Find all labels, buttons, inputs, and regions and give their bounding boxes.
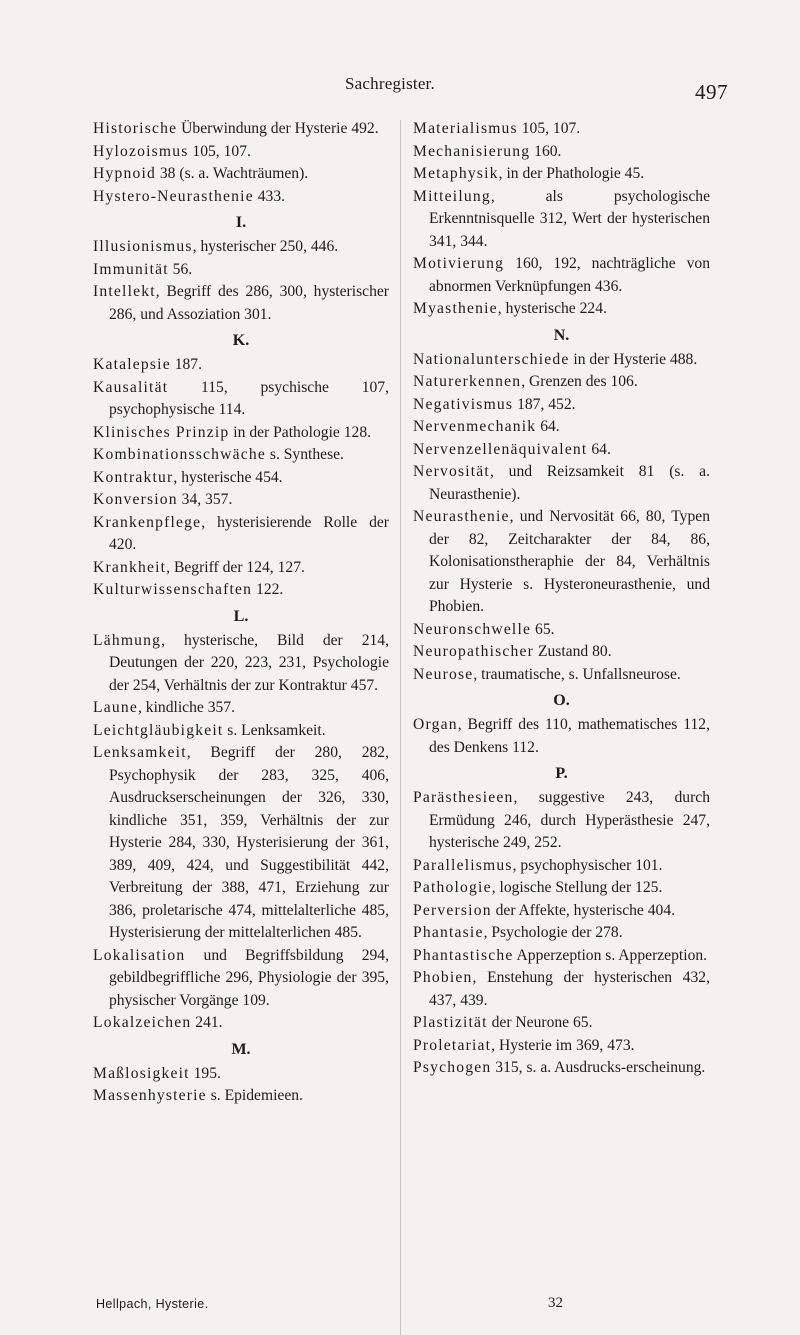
index-references: , als psychologische Erkenntnisquelle 312, Wert der hysterischen 341, 344.	[429, 187, 710, 250]
index-references: , hysterischer 250, 446.	[192, 238, 339, 255]
index-term: Maßlosigkeit	[93, 1064, 190, 1082]
index-term: Materialismus	[413, 120, 518, 137]
index-entry	[413, 714, 710, 759]
index-term: Kombinationsschwäche	[93, 446, 266, 463]
index-term: Konversion	[93, 491, 178, 508]
index-references: , hysterische 224.	[497, 300, 607, 317]
index-references: 56.	[168, 260, 193, 278]
index-entry	[413, 141, 710, 164]
index-term: Parallelismus	[413, 856, 513, 874]
index-entry	[93, 141, 389, 164]
index-column-left	[93, 118, 389, 1108]
index-term: Nationalunterschiede	[413, 350, 570, 368]
index-term: Nervenzellenäquivalent	[413, 440, 588, 458]
index-references: 64.	[587, 440, 611, 458]
index-term: Motivierung	[413, 255, 505, 272]
index-entry	[93, 236, 389, 259]
index-references: , hysterische, Bild der 214, Deutungen der 220, 223, 231, Psychologie der 254, Verhältnis der zur Kontraktur 457.	[109, 631, 389, 694]
index-references: 105, 107.	[188, 142, 251, 160]
index-entry	[93, 579, 389, 602]
index-term: Phantasie	[413, 924, 484, 941]
index-entry	[93, 489, 389, 512]
index-references: 122.	[252, 581, 284, 598]
index-term: Hystero-Neurasthenie	[93, 187, 254, 205]
section-letter: N.	[553, 326, 570, 344]
index-entry	[93, 697, 389, 720]
index-references: Zustand 80.	[534, 643, 612, 660]
index-references: 241.	[191, 1014, 223, 1031]
index-entry	[93, 742, 389, 945]
index-references: , hysterische 454.	[173, 468, 283, 486]
index-entry	[413, 371, 710, 394]
index-entry	[93, 186, 389, 209]
index-term: Neuropathischer	[413, 643, 535, 660]
section-letter: L.	[233, 607, 249, 625]
index-entry	[413, 1057, 710, 1080]
index-references: 433.	[253, 187, 286, 205]
index-references: 195.	[189, 1064, 221, 1082]
index-entry	[93, 163, 389, 186]
running-title: Sachregister.	[345, 74, 435, 93]
index-entry	[93, 1012, 389, 1035]
index-term: Lenksamkeit	[93, 744, 187, 761]
index-references: s. Synthese.	[265, 446, 344, 463]
index-entry	[93, 720, 389, 743]
index-references: 64.	[536, 418, 560, 435]
page-footer	[0, 1295, 800, 1325]
index-references: 105, 107.	[517, 120, 581, 137]
index-entry	[93, 467, 389, 490]
sheet-number: 32	[548, 1295, 563, 1311]
index-term: Parästhesieen	[413, 789, 514, 806]
index-entry	[413, 664, 710, 687]
index-term: Krankheit	[93, 558, 167, 576]
index-entry	[413, 439, 710, 462]
index-references: 187.	[170, 356, 202, 373]
index-entry	[93, 118, 389, 141]
index-references: s. Epidemieen.	[206, 1087, 303, 1104]
index-term: Neurose	[413, 665, 474, 683]
section-letter: I.	[235, 214, 247, 231]
index-term: Negativismus	[413, 395, 514, 413]
index-term: Massenhysterie	[93, 1087, 207, 1104]
index-entry	[93, 422, 389, 445]
index-entry	[93, 259, 389, 282]
index-entry	[413, 506, 710, 619]
index-term: Mitteilung	[413, 187, 491, 205]
index-entry	[93, 945, 389, 1013]
index-term: Kontraktur	[93, 468, 174, 486]
index-entry	[413, 461, 710, 506]
printer-signature: Hellpach, Hysterie.	[96, 1297, 209, 1311]
index-term: Illusionismus	[93, 238, 193, 255]
index-entry	[413, 967, 710, 1012]
index-references: , Begriff der 124, 127.	[166, 558, 305, 576]
index-references: s. Lenksamkeit.	[223, 721, 326, 739]
index-term: Neuronschwelle	[413, 620, 532, 638]
index-entry	[413, 900, 710, 923]
index-entry	[413, 855, 710, 878]
index-entry	[93, 281, 389, 326]
index-entry	[93, 377, 389, 422]
index-entry	[93, 444, 389, 467]
index-term: Mechanisierung	[413, 142, 531, 160]
index-entry	[413, 945, 710, 968]
index-references: , Enstehung der hysterischen 432, 437, 439.	[429, 969, 710, 1009]
index-entry	[413, 922, 710, 945]
index-references: , kindliche 357.	[137, 699, 235, 716]
index-references: 187, 452.	[513, 395, 576, 413]
section-letter: P.	[555, 765, 568, 782]
index-entry	[93, 354, 389, 377]
index-references: , Begriff der 280, 282, Psychophysik der 283, 325, 406, Ausdruckserscheinungen der 326, 330, kindliche 351, 359, Verhältnis der zur Hysterie 284, 330, Hysterisierung der 361, 389, 409, 424, und Suggestibilität 442, Verbreitung der 388, 471, Erziehung zur 386, proletarische 474, mittelalterliche 485, Hysterisierung der mittelalterlichen 485.	[109, 744, 389, 941]
index-term: Phantastische	[413, 946, 514, 964]
index-references: , Grenzen des 106.	[521, 373, 638, 390]
index-term: Lokalzeichen	[93, 1014, 192, 1031]
page-header	[0, 0, 800, 110]
index-term: Naturerkennen	[413, 373, 522, 390]
index-entry	[413, 253, 710, 298]
index-term: Phobien	[413, 969, 473, 986]
index-references: , traumatische, s. Unfallsneurose.	[473, 665, 681, 683]
index-entry	[413, 1035, 710, 1058]
index-term: Plastizität	[413, 1014, 488, 1031]
index-term: Nervosität	[413, 463, 490, 480]
page-number: 497	[695, 80, 728, 104]
index-references: Apperzeption s. Apperzeption.	[513, 946, 708, 964]
index-column-right	[413, 118, 710, 1080]
index-references: der Affekte, hysterische 404.	[491, 901, 676, 919]
index-term: Katalepsie	[93, 356, 171, 373]
index-entry	[93, 512, 389, 557]
index-term: Intellekt	[93, 283, 156, 300]
index-references: 160.	[530, 142, 562, 160]
index-entry	[413, 416, 710, 439]
index-entry	[413, 118, 710, 141]
index-references: , suggestive 243, durch Ermüdung 246, durch Hyperästhesie 247, hysterische 249, 252.	[429, 789, 710, 851]
section-letter: M.	[231, 1040, 251, 1058]
index-references: in der Pathologie 128.	[229, 423, 372, 441]
index-term: Proletariat	[413, 1036, 492, 1054]
index-entry	[93, 1085, 389, 1108]
index-references: in der Hysterie 488.	[569, 350, 698, 368]
index-term: Metaphysik	[413, 165, 499, 182]
index-references: 160, 192, nachträgliche von abnormen Verknüpfungen 436.	[429, 255, 710, 295]
index-term: Krankenpflege	[93, 513, 202, 531]
section-letter: K.	[232, 332, 250, 349]
index-references: 65.	[531, 620, 555, 638]
index-entry	[413, 641, 710, 664]
index-term: Lähmung	[93, 631, 162, 649]
index-entry	[413, 349, 710, 372]
index-entry	[413, 877, 710, 900]
index-term: Neurasthenie	[413, 508, 510, 525]
index-term: Myasthenie	[413, 300, 498, 317]
index-references: 115, psychische 107, psychophysische 114.	[109, 378, 389, 418]
index-term: Hylozoismus	[93, 142, 189, 160]
index-references: , und Nervosität 66, 80, Typen der 82, Zeitcharakter der 84, 86, Kolonisationstheraphie der 84, Verhältnis zur Hysterie s. Hysteroneurasthenie, und Phobien.	[429, 508, 710, 615]
index-term: Hypnoid	[93, 165, 156, 182]
index-references: , in der Phathologie 45.	[498, 165, 645, 182]
index-entry	[413, 186, 710, 254]
index-term: Historische	[93, 120, 178, 137]
index-references: 315, s. a. Ausdrucks-erscheinung.	[491, 1059, 706, 1076]
index-term: Leichtgläubigkeit	[93, 721, 224, 739]
index-entry	[413, 298, 710, 321]
index-term: Lokalisation	[93, 946, 186, 964]
index-references: , Psychologie der 278.	[483, 924, 623, 941]
index-term: Pathologie	[413, 879, 492, 896]
index-entry	[413, 787, 710, 855]
index-references: , Hysterie im 369, 473.	[491, 1036, 635, 1054]
index-term: Klinisches Prinzip	[93, 423, 230, 441]
index-term: Immunität	[93, 260, 169, 278]
index-entry	[93, 630, 389, 698]
index-references: 34, 357.	[177, 491, 233, 508]
index-term: Perversion	[413, 901, 492, 919]
index-term: Kulturwissenschaften	[93, 581, 253, 598]
index-term: Kausalität	[93, 378, 169, 396]
index-entry	[413, 1012, 710, 1035]
index-references: , psychophysischer 101.	[512, 856, 663, 874]
index-entry	[413, 619, 710, 642]
index-term: Organ	[413, 716, 458, 733]
index-references: und Begriffsbildung 294, gebildbegriffliche 296, Physiologie der 395, physischer Vorgänge 109.	[109, 946, 389, 1009]
index-term: Nervenmechanik	[413, 418, 537, 435]
index-term: Laune	[93, 699, 138, 716]
index-term: Psychogen	[413, 1059, 492, 1076]
index-references: , und Reizsamkeit 81 (s. a. Neurasthenie).	[429, 463, 710, 503]
index-entry	[93, 557, 389, 580]
index-references: , Begriff des 286, 300, hysterischer 286, und Assoziation 301.	[109, 283, 389, 323]
index-entry	[413, 163, 710, 186]
index-references: Überwindung der Hysterie 492.	[177, 120, 379, 137]
index-references: , hysterisierende Rolle der 420.	[109, 513, 389, 553]
index-references: , logische Stellung der 125.	[491, 879, 663, 896]
index-references: der Neurone 65.	[487, 1014, 593, 1031]
index-references: , Begriff des 110, mathematisches 112, des Denkens 112.	[429, 716, 710, 756]
index-entry	[413, 394, 710, 417]
index-references: 38 (s. a. Wachträumen).	[155, 165, 309, 182]
column-divider	[400, 120, 401, 1335]
section-letter: O.	[553, 692, 570, 709]
index-entry	[93, 1063, 389, 1086]
